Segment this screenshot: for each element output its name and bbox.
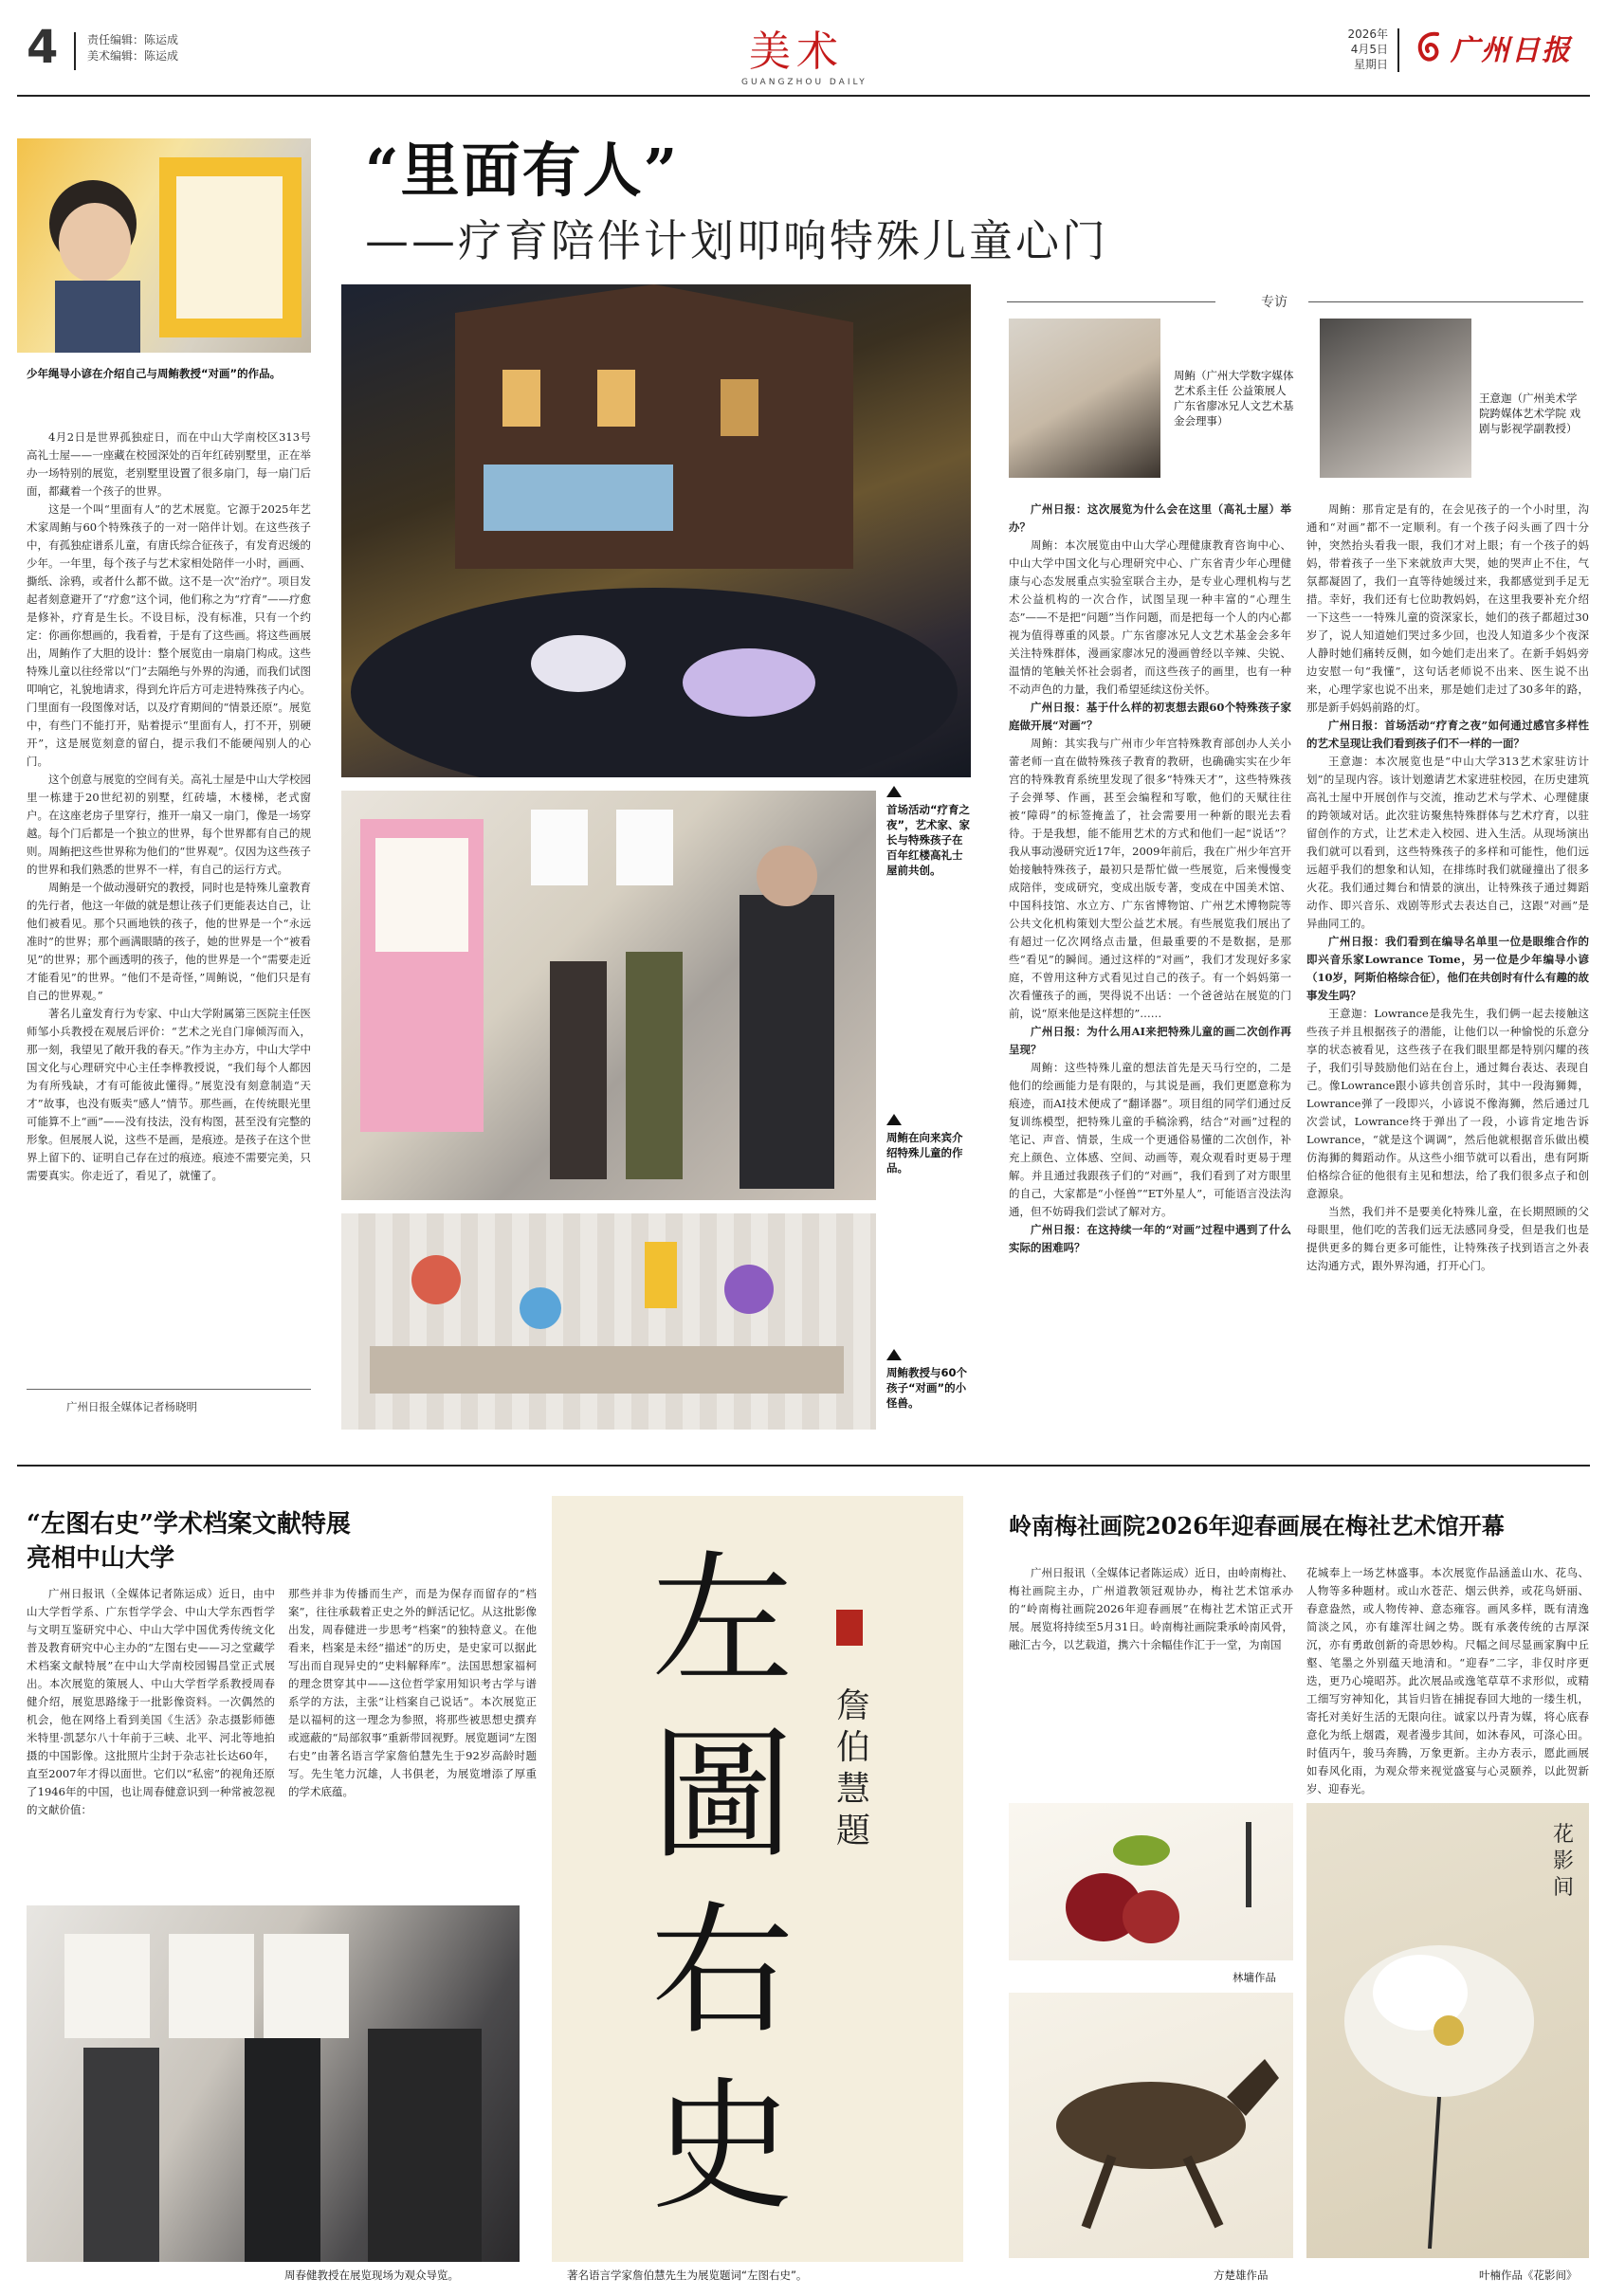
masthead-bottom-rule bbox=[17, 95, 1590, 97]
flower-painting-inscription: 花影间 bbox=[1553, 1823, 1575, 1900]
monster-wall-illustration bbox=[341, 1213, 876, 1430]
interview-question: 广州日报：基于什么样的初衷想去跟60个特殊孩子家庭做开展“对画”？ bbox=[1009, 701, 1291, 732]
interview-question: 广州日报：我们看到在编导名单里一位是眼维合作的即兴音乐家Lowrance Tome，另一位是少年编导小谚（10岁，阿斯伯格综合征），他们在共创时有什么有趣的故事发生吗？ bbox=[1306, 935, 1589, 1002]
feature-headline: “里面有人” bbox=[365, 136, 680, 205]
lingnan-paragraph: 花城奉上一场艺林盛事。本次展览作品涵盖山水、花鸟、人物等多种题材。或山水苍茫、烟云供养，或花鸟妍丽、春意盎然，或人物传神、意态雍容。画风多样，既有清逸简淡之风，亦有雄浑壮阔之势。既有承袭传统的古厚深沉，亦有勇敢创新的奇思妙构。尺幅之间尽显画家胸中丘壑、笔墨之外别蕴天地清和。“迎春”二字，非仅时序更迭，更乃心境昭苏。此次展品或逸笔草草不求形似，或精工细写穷神知化，其旨归皆在捕捉春回大地的一缕生机，寄托对美好生活的无限向往。诚家以丹青为媒，将心底春意化为纸上烟霞，观者漫步其间，如沐春风，可涤心田。时值丙午，骏马奔腾，万象更新。主办方表示，愿此画展如春风化雨，为观众带来视觉盛宴与心灵颐养，以此贺新岁、迎春光。 bbox=[1306, 1566, 1589, 1795]
interview-rule-right bbox=[1308, 301, 1583, 302]
calligraphy-artwork bbox=[552, 1496, 963, 2262]
interview-label: 专访 bbox=[1261, 295, 1287, 310]
red-seal-icon bbox=[836, 1610, 863, 1646]
archive-paragraph: 广州日报讯（全媒体记者陈运成）近日，由中山大学哲学系、广东哲学学会、中山大学东西哲学与文明互鉴研究中心、中山大学中国优秀传统文化普及教育研究中心主办的“左图右史——习之堂藏学术档案文献特展”在中山大学南校园锡昌堂正式展出。本次展览的策展人、中山大学哲学系教授周春健介绍，展览思路缘于一批影像资料。一次偶然的机会，他在网络上看到美国《生活》杂志摄影师德米特里·凯瑟尔八十年前于三峡、北平、河北等地拍摄的中国影像。这批照片尘封于杂志社长达60年，直至2007年才得以面世。它们以“私密”的视角还原了1946年的中国，也让周春健意识到一种常被忽视的文献价值： bbox=[27, 1587, 275, 1816]
lingnan-headline: 岭南梅社画院2026年迎春画展在梅社艺术馆开幕 bbox=[1009, 1512, 1505, 1540]
interview-column-2 bbox=[1306, 501, 1589, 1275]
lingnan-paragraph: 广州日报讯（全媒体记者陈运成）近日，由岭南梅社、梅社画院主办，广州道教领冠观协办，梅社艺术馆承办的“岭南梅社画院2026年迎春画展”在梅社艺术馆正式开展。展览将持续至5月31日。岭南梅社画院秉承岭南风骨，融汇古今，以艺载道，携六十余幅佳作汇于一堂，为南国 bbox=[1009, 1566, 1293, 1651]
editor-line-1: 责任编辑：陈运成 bbox=[87, 33, 179, 46]
person1-intro: 周鲔（广州大学数字媒体艺术系主任 公益策展人 广东省廖冰兄人文艺术基金会理事） bbox=[1174, 369, 1294, 428]
calligraphy-caption: 著名语言学家詹伯慧先生为展览题词“左图右史”。 bbox=[567, 2269, 808, 2282]
interview-answer: 周鲔：本次展览由中山大学心理健康教育咨询中心、中山大学中国文化与心理研究中心、广东省青少年心理健康与心态发展重点实验室联合主办，是专业心理机构与艺术公益机构的一次合作，试图呈现一种丰富的“心理生态”——不是把“问题”当作问题，而是把每一个人的内心都视为值得尊重的风景。广东省廖冰兄人文艺术基金会多年关注特殊群体，漫画家廖冰兄的漫画曾经以辛辣、尖锐、温情的笔触关怀社会弱者，而这些孩子的画里，也有一种不动声色的力量，我们希望延续这份关怀。 bbox=[1009, 538, 1291, 696]
editor-credits bbox=[87, 32, 178, 64]
archive-headline-line1: “左图右史”学术档案文献特展 bbox=[27, 1510, 351, 1539]
feature-paragraph: 4月2日是世界孤独症日，而在中山大学南校区313号高礼士屋——一座藏在校园深处的百年红砖别墅里，正在举办一场特别的展览，老别墅里设置了很多扇门，每一扇门后面，都藏着一个孩子的世界。 bbox=[27, 430, 311, 498]
bird-painting-caption: 林墉作品 bbox=[1233, 1971, 1276, 1984]
interview-question: 广州日报：首场活动“疗育之夜”如何通过感官多样性的艺术呈现让我们看到孩子们不一样的一面？ bbox=[1306, 719, 1589, 750]
interview-rule-left bbox=[1007, 301, 1215, 302]
bottom-section-rule bbox=[17, 1465, 1590, 1467]
painting-horse bbox=[1009, 1993, 1293, 2258]
date-weekday: 星期日 bbox=[1353, 58, 1388, 71]
feature-body bbox=[27, 428, 311, 1185]
calligraphy-char: 史 bbox=[650, 2065, 794, 2230]
logo-wordmark: 广州日报 bbox=[1451, 34, 1572, 67]
newspaper-logo bbox=[1413, 27, 1572, 68]
photo2-caption: 周鲔在向来宾介绍特殊儿童的作品。 bbox=[886, 1131, 963, 1175]
triangle-pointer-icon bbox=[886, 1111, 902, 1129]
photo-monster-wall bbox=[341, 1213, 876, 1430]
calligraphy-signature: 詹伯慧題 bbox=[836, 1686, 871, 1850]
archive-column-1 bbox=[27, 1585, 275, 1819]
boy-photo-illustration bbox=[17, 138, 311, 353]
date-day: 4月5日 bbox=[1350, 43, 1388, 56]
gallery-photo-illustration bbox=[341, 791, 876, 1200]
painting-bird bbox=[1009, 1803, 1293, 1960]
lingnan-column-2 bbox=[1306, 1564, 1589, 1798]
lingnan-column-1 bbox=[1009, 1564, 1293, 1654]
feature-paragraph: 著名儿童发育行为专家、中山大学附属第三医院主任医师邹小兵教授在观展后评价：“艺术之光自门扉倾泻而入，那一刻，我望见了敞开我的春天。”作为主办方，中山大学中国文化与心理研究中心主任李桦教授说，“我们每个人都因为有所残缺，才有可能彼此懂得。”展览没有刻意制造“天才”故事，也没有贩卖“感人”情节。那些画，在传统眼光里可能算不上“画”——没有技法，没有构图，甚至没有完整的形象。但展展人说，这些不是画，是痕迹。是孩子在这个世界上留下的、证明自己存在过的痕迹。痕迹不需要完美，只需要真实。你走近了，看见了，就懂了。 bbox=[27, 1007, 311, 1182]
archive-paragraph: 那些并非为传播而生产，而是为保存而留存的“档案”，往往承载着正史之外的鲜活记忆。从这批影像出发，周春健进一步思考“档案”的独特意义。在他看来，档案是未经“描述”的历史，是史家可以据此写出而自现异史的“史料解释库”。法国思想家福柯的理念贯穿其中——这位哲学家用知识考古学与谱系学的方法，主张“让档案自己说话”。本次展览正是以福柯的这一理念为参照，将那些被思想史撰弃或遮蔽的“局部叙事”重新带回视野。展览题词“左图右史”由著名语言学家詹伯慧先生于92岁高龄时题写。先生笔力沉雄，人书俱老，为展览增添了厚重的学术底蕴。 bbox=[288, 1587, 537, 1798]
photo-zhou-wei bbox=[1009, 319, 1160, 478]
photo-healing-night bbox=[341, 284, 971, 777]
section-title: 美术 bbox=[749, 27, 844, 76]
section-subtitle-en: GUANGZHOU DAILY bbox=[741, 78, 867, 87]
photo-wang-yijia bbox=[1320, 319, 1471, 478]
feature-subheadline: ——疗育陪伴计划叩响特殊儿童心门 bbox=[365, 215, 1108, 266]
night-photo-illustration bbox=[341, 284, 971, 777]
flower-painting-caption: 叶楠作品《花影间》 bbox=[1479, 2269, 1578, 2282]
issue-date bbox=[1306, 27, 1388, 72]
interview-answer: 周鲔：这些特殊儿童的想法首先是天马行空的，二是他们的绘画能力是有限的，与其说是画，我们更愿意称为痕迹，而AI技术便成了“翻译器”。项目组的同学们通过反复训练模型，把特殊儿童的手稿涂鸦，结合“对画”过程的笔记、声音、情景，生成一个更通俗易懂的二次创作，补充上颜色、立体感、空间、动画等，观众观看时更易于理解。并且通过我跟孩子们的“对画”，我们看到了对方眼里的自己，大家都是“小怪兽”“ET外星人”，可能语言没法沟通，但不妨碍我们尝试了解对方。 bbox=[1009, 1061, 1291, 1218]
masthead-divider-right bbox=[1397, 28, 1399, 72]
photo3-caption: 周鲔教授与60个孩子“对画”的小怪兽。 bbox=[886, 1366, 968, 1410]
calligraphy-char: 圖 bbox=[650, 1714, 794, 1879]
calligraphy-char: 左 bbox=[650, 1539, 794, 1704]
photo1-caption: 首场活动“疗育之夜”，艺术家、家长与特殊孩子在百年红楼高礼士屋前共创。 bbox=[886, 803, 971, 877]
archive-column-2 bbox=[288, 1585, 537, 1801]
triangle-pointer-icon bbox=[886, 783, 902, 801]
calligraphy-chars bbox=[637, 1534, 808, 2235]
interview-answer: 周鲔：其实我与广州市少年宫特殊教育部创办人关小蕾老师一直在做特殊孩子教育的教研，也确确实实在少年宫的特殊教育系统里发现了很多“特殊天才”，这些特殊孩子会弹琴、作画，甚至会编程和写歌，他们的天赋往往被“障碍”的标签掩盖了，社会需要用一种新的眼光去看待。于是我想，能不能用艺术的方式和他们一起“说话”？我从事动漫研究近17年，2009年前后，我在广州少年宫开始接触特殊孩子，最初只是帮忙做一些展览，后来慢慢变成陪伴，变成研究，变成出版专著，变成在中国美术馆、中国科技馆、水立方、广东省博物馆、广州艺术博物院等公共文化机构策划大型公益艺术展。有些展览我们展出了有超过一亿次网络点击量，但最重要的不是数据，是那些“看见”的瞬间。通过这样的“对画”，我们才发现好多家庭，不曾用这种方式看见过自己的孩子。有一个妈妈第一次看懂孩子的画，哭得说不出话：一个爸爸站在展览的门前，说“原来他是这样想的”…… bbox=[1009, 737, 1291, 1020]
feature-paragraph: 这是一个叫“里面有人”的艺术展览。它源于2025年艺术家周鲔与60个特殊孩子的一对一陪伴计划。在这些孩子中，有孤独症谱系儿童，有唐氏综合征孩子，有发育迟缓的少年。一年里，每个孩子与艺术家相处陪伴一小时，画画、撕纸、涂鸦，或者什么都不做。这不是一次“治疗”。项目发起者刻意避开了“疗愈”这个词，他们称之为“疗育”——疗愈是修补，疗育是生长。不设目标，没有标准，只有一个约定：你画你想画的，我看着，于是有了这些画。将这些画展出，周鲔作了大胆的设计：整个展览由一扇扇门构成。这些特殊儿童以往经常以“门”去隔绝与外界的沟通，而我们试图叩响它，礼貌地请求，得到允许后方可走进特殊孩子内心。门里面有一段图像对话，以及疗育期间的“情景还原”。展览中，有些门不能打开，贴着提示“里面有人，打不开，别硬开”，这是展览刻意的留白，提示我们不能硬闯别人的心门。 bbox=[27, 502, 311, 768]
interview-answer: 王意迦：本次展览也是“中山大学313艺术家驻访计划”的呈现内容。该计划邀请艺术家进驻校园，在历史建筑高礼士屋中开展创作与交流，推动艺术与学术、心理健康的跨领域对话。此次驻访聚焦特殊群体与艺术疗育，以驻留创作的方式，让艺术走入校园、进入生活。从现场演出我们就可以看到，这些特殊孩子的多样和可能性，他们远远超乎我们的想象和认知，在排练时我们就碰撞出了很多火花。我们通过舞台和情景的演出，让特殊孩子通过舞蹈动作、即兴音乐、戏剧等形式去表达自己，这跟“对画”是异曲同工的。 bbox=[1306, 755, 1589, 930]
feature-byline: 广州日报全媒体记者杨晓明 bbox=[66, 1400, 197, 1413]
feature-paragraph: 周鲔是一个做动漫研究的教授，同时也是特殊儿童教育的先行者，他这一年做的就是想让孩子们更能表达自己，让他们被看见。那个只画地铁的孩子，他的世界是一个“永远准时”的世界；那个画满眼睛的孩子，她的世界是一个“被看见”的世界；那个画透明的孩子，他的世界是一个“需要走近才能看见”的世界。“他们不是奇怪，”周鲔说，“他们只是有自己的世界观。” bbox=[27, 881, 311, 1002]
interview-question: 广州日报：为什么用AI来把特殊儿童的画二次创作再呈现？ bbox=[1009, 1025, 1291, 1056]
masthead-divider-left bbox=[74, 32, 76, 70]
interview-answer: 王意迦：Lowrance是我先生，我们俩一起去接触这些孩子并且根据孩子的潜能，让他们以一种愉悦的乐意分享的状态被看见，这些孩子在我们眼里都是特别闪耀的孩子，我们引导鼓励他们站在台上，通过舞台表达、表现自己。像Lowrance跟小谚共创音乐时，其中一段海狮舞，Lowrance弹了一段即兴，小谚说不像海狮，然后通过几次尝试，Lowrance终于弹出了一段，小谚肯定地告诉Lowrance，“就是这个调调”，然后他就根据音乐做出模仿海狮的舞蹈动作。从这些小细节就可以看出，患有阿斯伯格综合征的他很有主见和想法，给了我们很多点子和创意源泉。 bbox=[1306, 1007, 1589, 1200]
archive-headline-line2: 亮相中山大学 bbox=[27, 1544, 175, 1573]
archive-photo-caption: 周春健教授在展览现场为观众导览。 bbox=[284, 2269, 459, 2282]
archive-headline bbox=[27, 1507, 539, 1576]
calligraphy-char: 右 bbox=[650, 1889, 794, 2054]
date-year: 2026年 bbox=[1347, 27, 1388, 41]
boy-photo-caption: 少年绳导小谚在介绍自己与周鲔教授“对画”的作品。 bbox=[27, 367, 282, 380]
interview-question: 广州日报：这次展览为什么会在这里（高礼士屋）举办？ bbox=[1009, 502, 1291, 534]
logo-swirl-icon bbox=[1413, 28, 1445, 66]
photo-gallery-tour bbox=[341, 791, 876, 1200]
horse-painting-illustration bbox=[1009, 1993, 1293, 2258]
feature-paragraph: 这个创意与展览的空间有关。高礼士屋是中山大学校园里一栋建于20世纪初的别墅，红砖墙，木楼梯，老式窗户。在这座老房子里穿行，推开一扇又一扇门，像是一场穿越。每个门后都是一个独立的世界，每个世界都有自己的规则。周鲔把这些世界称为他们的“世界观”。仅因为这些孩子的世界和我们熟悉的世界不一样，有自己的运行方式。 bbox=[27, 773, 311, 876]
archive-photo-illustration bbox=[27, 1905, 520, 2262]
horse-painting-caption: 方楚雄作品 bbox=[1214, 2269, 1269, 2282]
byline-dash bbox=[27, 1389, 311, 1390]
photo-boy-with-painting bbox=[17, 138, 311, 353]
triangle-pointer-icon bbox=[886, 1346, 902, 1364]
photo-archive-tour bbox=[27, 1905, 520, 2262]
page-number: 4 bbox=[27, 21, 59, 74]
painting-flower bbox=[1306, 1803, 1589, 2258]
interview-answer: 周鲔：那肯定是有的，在会见孩子的一个小时里，沟通和“对画”都不一定顺利。有一个孩子闷头画了四十分钟，突然抬头看我一眼，我们才对上眼；有一个孩子的妈妈，带着孩子一坐下来就放声大哭，她的哭声止不住，气氛都凝固了，我们一直等待她缓过来，我都感觉到手足无措。幸好，我们还有七位助教妈妈，在这里我要补充介绍一下这些一一特殊儿童的资深家长，她们的孩子都超过30岁了，说人知道她们哭过多少回，也没人知道多少个夜深人静时她们痛转反侧，如今她们走出来了。在新手妈妈旁边安慰一句“我懂”，这句话老师说不出来、医生说不出来，心理学家也说不出来，那是她们走过了30多年的路，那是新手妈妈前路的灯。 bbox=[1306, 502, 1589, 714]
flower-painting-illustration bbox=[1306, 1803, 1589, 2258]
editor-line-2: 美术编辑：陈运成 bbox=[87, 49, 179, 63]
interview-answer: 当然，我们并不是要美化特殊儿童，在长期照顾的父母眼里，他们吃的苦我们远无法感同身受，但是我们也是提供更多的舞台更多可能性，让特殊孩子找到语言之外表达沟通方式，跟外界沟通，打开心门。 bbox=[1306, 1205, 1589, 1272]
interview-column-1 bbox=[1009, 501, 1291, 1257]
person2-intro: 王意迦（广州美术学院跨媒体艺术学院 戏剧与影视学副教授） bbox=[1479, 392, 1581, 435]
interview-question: 广州日报：在这持续一年的“对画”过程中遇到了什么实际的困难吗？ bbox=[1009, 1223, 1291, 1254]
bird-painting-illustration bbox=[1009, 1803, 1293, 1960]
